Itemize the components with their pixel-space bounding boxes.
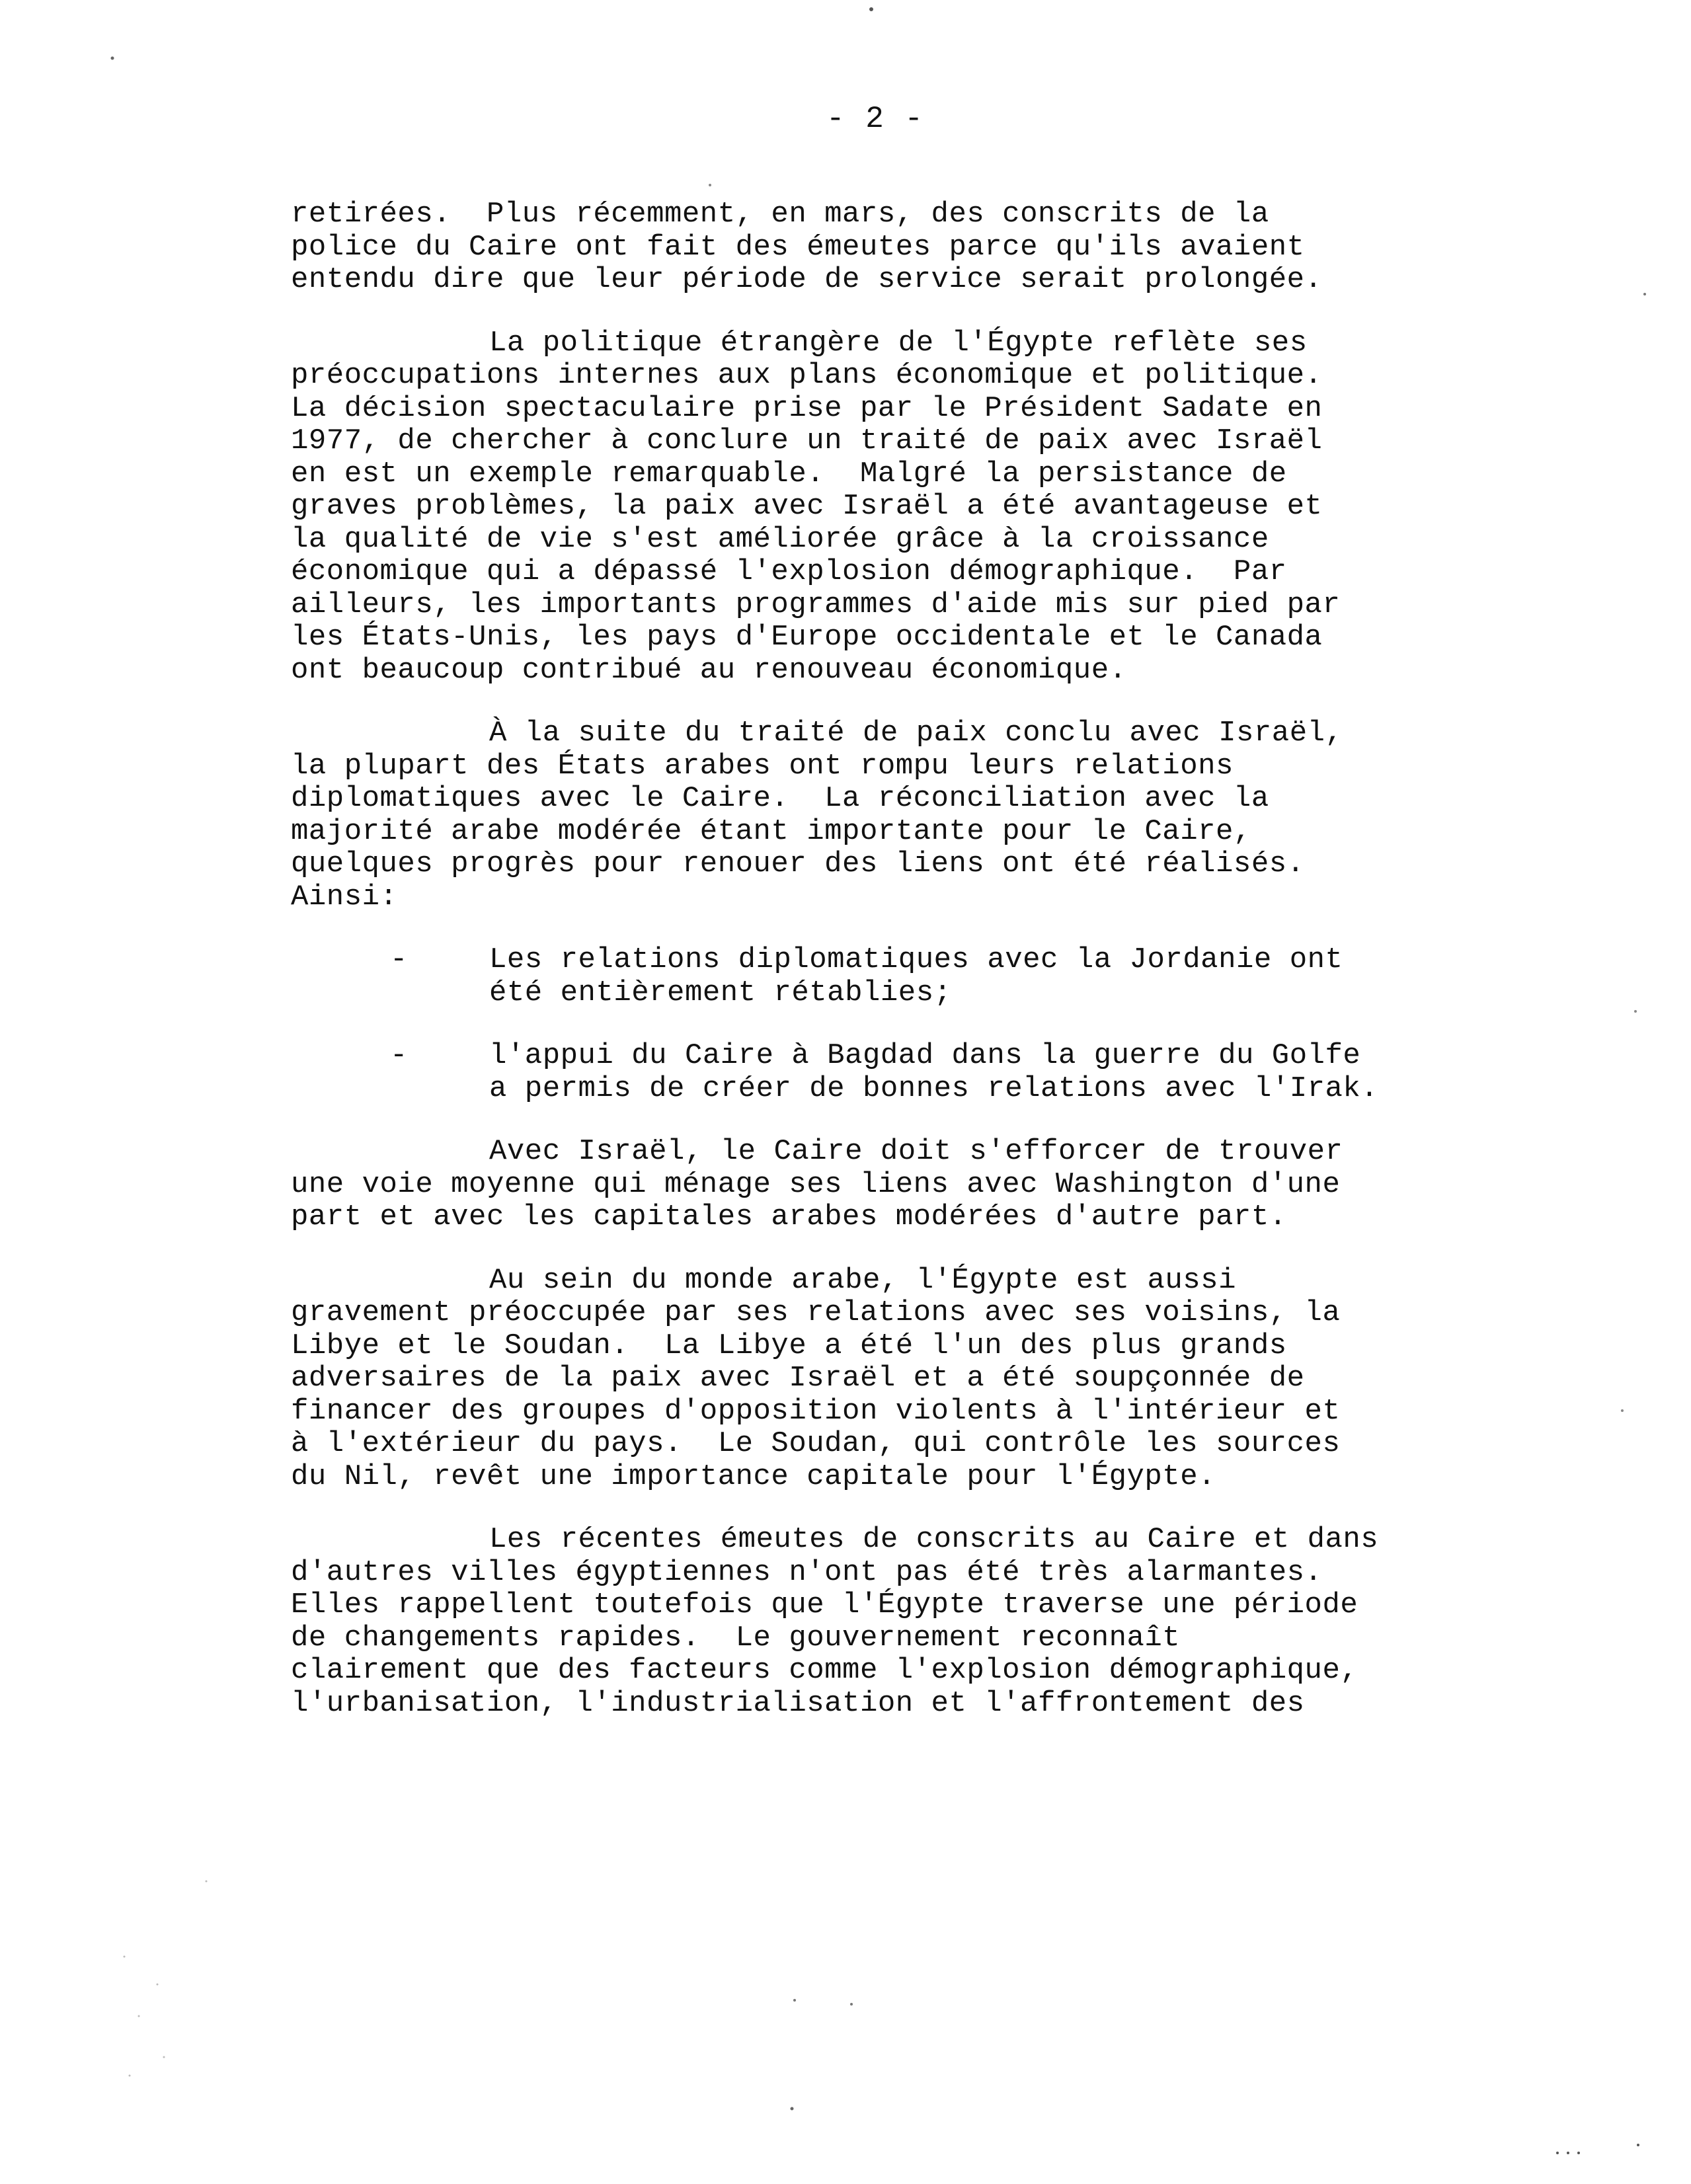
paragraph (291, 327, 1481, 687)
text-line: retirées. Plus récemment, en mars, des conscrits de la (291, 198, 1269, 231)
paragraph (291, 717, 1481, 914)
text-line: a permis de créer de bonnes relations avec l'Irak. (489, 1072, 1379, 1105)
paragraph (291, 1265, 1481, 1494)
paragraph (291, 1524, 1481, 1720)
text-line: Libye et le Soudan. La Libye a été l'un des plus grands (291, 1329, 1287, 1362)
text-line: entendu dire que leur période de service serait prolongée. (291, 263, 1323, 296)
text-line: à l'extérieur du pays. Le Soudan, qui contrôle les sources (291, 1427, 1341, 1460)
text-line: graves problèmes, la paix avec Israël a été avantageuse et (291, 490, 1323, 523)
text-line: 1977, de chercher à conclure un traité de paix avec Israël (291, 424, 1323, 457)
document-body (291, 198, 1481, 1750)
text-line: de changements rapides. Le gouvernement reconnaît (291, 1621, 1181, 1655)
text-line: La politique étrangère de l'Égypte reflète ses (489, 326, 1308, 360)
text-line: l'appui du Caire à Bagdad dans la guerre du Golfe (489, 1039, 1361, 1072)
text-line: les États-Unis, les pays d'Europe occidentale et le Canada (291, 621, 1323, 654)
text-line: part et avec les capitales arabes modérées d'autre part. (291, 1200, 1287, 1233)
text-line: police du Caire ont fait des émeutes parce qu'ils avaient (291, 230, 1305, 264)
text-line: la qualité de vie s'est améliorée grâce à la croissance (291, 522, 1269, 556)
text-line: été entièrement rétablies; (489, 976, 952, 1009)
text-line: Ainsi: (291, 880, 398, 914)
text-line: Les relations diplomatiques avec la Jordanie ont (489, 943, 1343, 976)
text-line: économique qui a dépassé l'explosion démographique. Par (291, 555, 1287, 588)
text-line: d'autres villes égyptiennes n'ont pas été très alarmantes. (291, 1555, 1323, 1589)
text-line: adversaires de la paix avec Israël et a été soupçonnée de (291, 1362, 1305, 1395)
text-line: une voie moyenne qui ménage ses liens avec Washington d'une (291, 1167, 1341, 1201)
text-line: La décision spectaculaire prise par le Président Sadate en (291, 391, 1323, 425)
text-line: la plupart des États arabes ont rompu leurs relations (291, 749, 1234, 783)
text-line: Elles rappellent toutefois que l'Égypte traverse une période (291, 1588, 1358, 1621)
text-line: l'urbanisation, l'industrialisation et l'affrontement des (291, 1686, 1305, 1720)
text-line: en est un exemple remarquable. Malgré la persistance de (291, 457, 1287, 490)
text-line: Avec Israël, le Caire doit s'efforcer de trouver (489, 1135, 1343, 1168)
bullet-item (291, 944, 1481, 1009)
text-line: préoccupations internes aux plans économique et politique. (291, 359, 1323, 392)
bullet-dash: - (390, 943, 408, 976)
bullet-item (291, 1040, 1481, 1105)
text-line: majorité arabe modérée étant importante pour le Caire, (291, 814, 1251, 848)
text-line: ont beaucoup contribué au renouveau économique. (291, 653, 1127, 687)
text-line: Les récentes émeutes de conscrits au Caire et dans (489, 1523, 1379, 1556)
text-line: À la suite du traité de paix conclu avec Israël, (489, 717, 1343, 750)
text-line: gravement préoccupée par ses relations avec ses voisins, la (291, 1296, 1341, 1329)
paragraph (291, 198, 1481, 297)
paragraph (291, 1136, 1481, 1234)
text-line: du Nil, revêt une importance capitale pour l'Égypte. (291, 1460, 1216, 1493)
text-line: financer des groupes d'opposition violents à l'intérieur et (291, 1394, 1341, 1428)
bullet-dash: - (390, 1039, 408, 1072)
text-line: clairement que des facteurs comme l'explosion démographique, (291, 1654, 1358, 1687)
text-line: Au sein du monde arabe, l'Égypte est aussi (489, 1263, 1236, 1297)
text-line: diplomatiques avec le Caire. La réconciliation avec la (291, 782, 1269, 815)
page-number: - 2 - (826, 102, 925, 136)
text-line: quelques progrès pour renouer des liens ont été réalisés. (291, 847, 1305, 880)
text-line: ailleurs, les importants programmes d'aide mis sur pied par (291, 588, 1341, 621)
